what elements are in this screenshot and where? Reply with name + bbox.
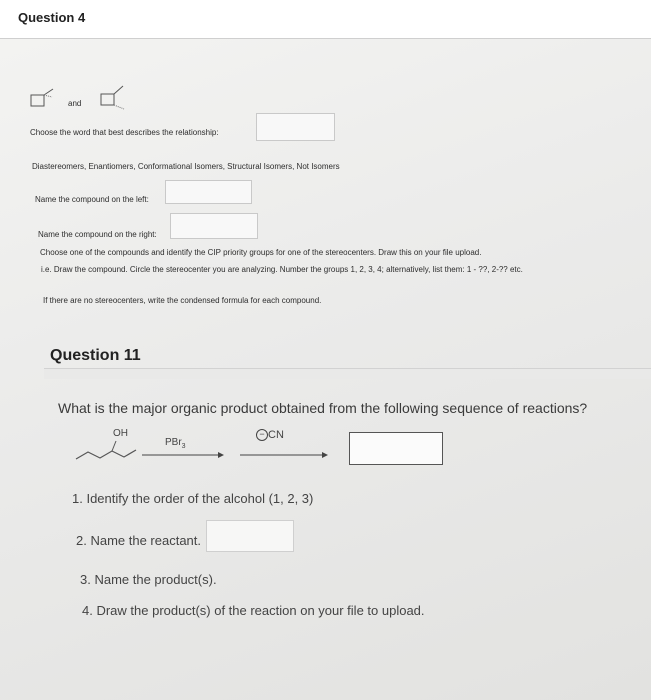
instruction-no-stereocenters: If there are no stereocenters, write the condensed formula for each compound. — [43, 296, 322, 305]
reagent-cyanide-text: CN — [268, 429, 284, 441]
reagent-pbr3-subscript: 3 — [181, 443, 186, 450]
item-3-text: 3. Name the product(s). — [80, 572, 217, 587]
oh-label: OH — [113, 428, 128, 439]
relationship-prompt: Choose the word that best describes the relationship: — [30, 128, 219, 137]
question-4-header — [0, 0, 651, 39]
reagent-cyanide-label — [256, 429, 284, 441]
reactant-input[interactable] — [206, 520, 294, 552]
and-label: and — [68, 99, 82, 108]
item-2-text: 2. Name the reactant. — [76, 533, 202, 548]
question-11-text: What is the major organic product obtained from the following sequence of reactions? — [58, 400, 588, 416]
molecule-right-image — [98, 84, 130, 112]
question-11-title: Question 11 — [50, 347, 141, 364]
molecule-left-image — [28, 86, 58, 110]
reagent-pbr3-label — [165, 437, 186, 450]
reagent-pbr3-text: PBr — [165, 437, 182, 448]
item-4-text: 4. Draw the product(s) of the reaction on your file to upload. — [82, 603, 425, 618]
name-left-input[interactable] — [165, 180, 252, 204]
question-11-divider — [44, 368, 651, 379]
instruction-cip: Choose one of the compounds and identify the CIP priority groups for one of the stereocenters. Draw this on your file upload. — [40, 248, 482, 257]
name-right-label: Name the compound on the right: — [38, 230, 157, 239]
relationship-answer-input[interactable] — [256, 113, 335, 141]
name-left-label: Name the compound on the left: — [35, 195, 149, 204]
arrow-2-icon — [240, 451, 328, 459]
name-right-input[interactable] — [170, 213, 258, 239]
relationship-options: Diastereomers, Enantiomers, Conformational Isomers, Structural Isomers, Not Isomers — [32, 162, 340, 171]
item-1-text: 1. Identify the order of the alcohol (1, 2, 3) — [72, 491, 314, 506]
arrow-1-icon — [142, 451, 224, 459]
negative-charge-icon: − — [256, 429, 268, 441]
product-answer-box[interactable] — [349, 432, 443, 465]
instruction-draw: i.e. Draw the compound. Circle the stereocenter you are analyzing. Number the groups 1, 2, 3, 4; alternatively, list them: 1 - ??, 2-?? etc. — [41, 265, 523, 274]
alcohol-structure-image — [74, 440, 138, 462]
question-4-title: Question 4 — [18, 10, 86, 25]
